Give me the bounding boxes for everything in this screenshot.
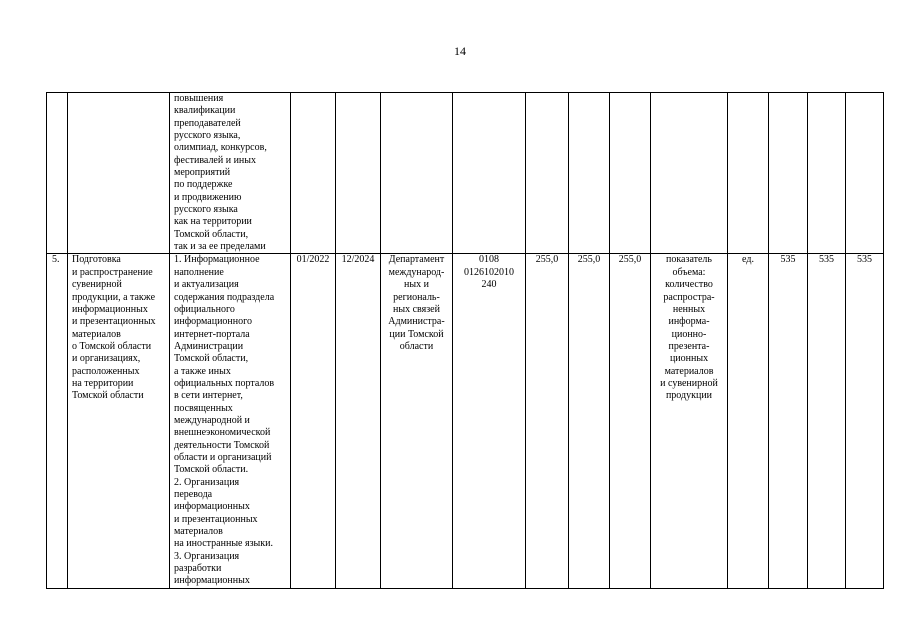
- cell-funding-1: [526, 93, 569, 254]
- cell-start-date: 01/2022: [291, 254, 336, 588]
- cell-funding-1: 255,0: [526, 254, 569, 588]
- cell-funding-2: 255,0: [569, 254, 610, 588]
- cell-budget-code: 0108 0126102010 240: [453, 254, 526, 588]
- cell-activity-name: Подготовка и распространение сувенирной продукции, а также информационных и презентационных материалов о Томской области и организациях, расположенных на территории Томской области: [68, 254, 170, 588]
- cell-activity-name: [68, 93, 170, 254]
- cell-end-date: 12/2024: [336, 254, 381, 588]
- cell-number: [47, 93, 68, 254]
- table-row: [47, 93, 884, 254]
- cell-unit: ед.: [728, 254, 769, 588]
- program-activities-table: [46, 92, 884, 589]
- cell-executor: [381, 93, 453, 254]
- cell-unit: [728, 93, 769, 254]
- cell-measures: 1. Информационное наполнение и актуализация содержания подраздела официального информационного интернет-портала Администрации Томской области, а также иных официальных порталов в сети интернет, посвященных международной и внешнеэкономической деятельности Томской области и организаций Томской области. 2. Организация перевода информационных и презентационных материалов на иностранные языки. 3. Организация разработки информационных: [170, 254, 291, 588]
- cell-executor: Департамент международ- ных и региональ- ных связей Администра- ции Томской области: [381, 254, 453, 588]
- cell-value-1: 535: [769, 254, 808, 588]
- cell-indicator: [651, 93, 728, 254]
- cell-budget-code: [453, 93, 526, 254]
- cell-indicator: показатель объема: количество распростра- ненных информа- ционно- презента- ционных материалов и сувенирной продукции: [651, 254, 728, 588]
- cell-value-3: [846, 93, 884, 254]
- cell-funding-3: 255,0: [610, 254, 651, 588]
- cell-value-2: 535: [808, 254, 846, 588]
- cell-end-date: [336, 93, 381, 254]
- cell-value-3: 535: [846, 254, 884, 588]
- cell-funding-2: [569, 93, 610, 254]
- page-number: 14: [454, 44, 466, 58]
- cell-number: 5.: [47, 254, 68, 588]
- cell-value-1: [769, 93, 808, 254]
- table-row: [47, 254, 884, 588]
- cell-start-date: [291, 93, 336, 254]
- cell-measures: повышения квалификации преподавателей русского языка, олимпиад, конкурсов, фестивалей и иных мероприятий по поддержке и продвижению русского языка как на территории Томской области, так и за ее пределами: [170, 93, 291, 254]
- cell-value-2: [808, 93, 846, 254]
- cell-funding-3: [610, 93, 651, 254]
